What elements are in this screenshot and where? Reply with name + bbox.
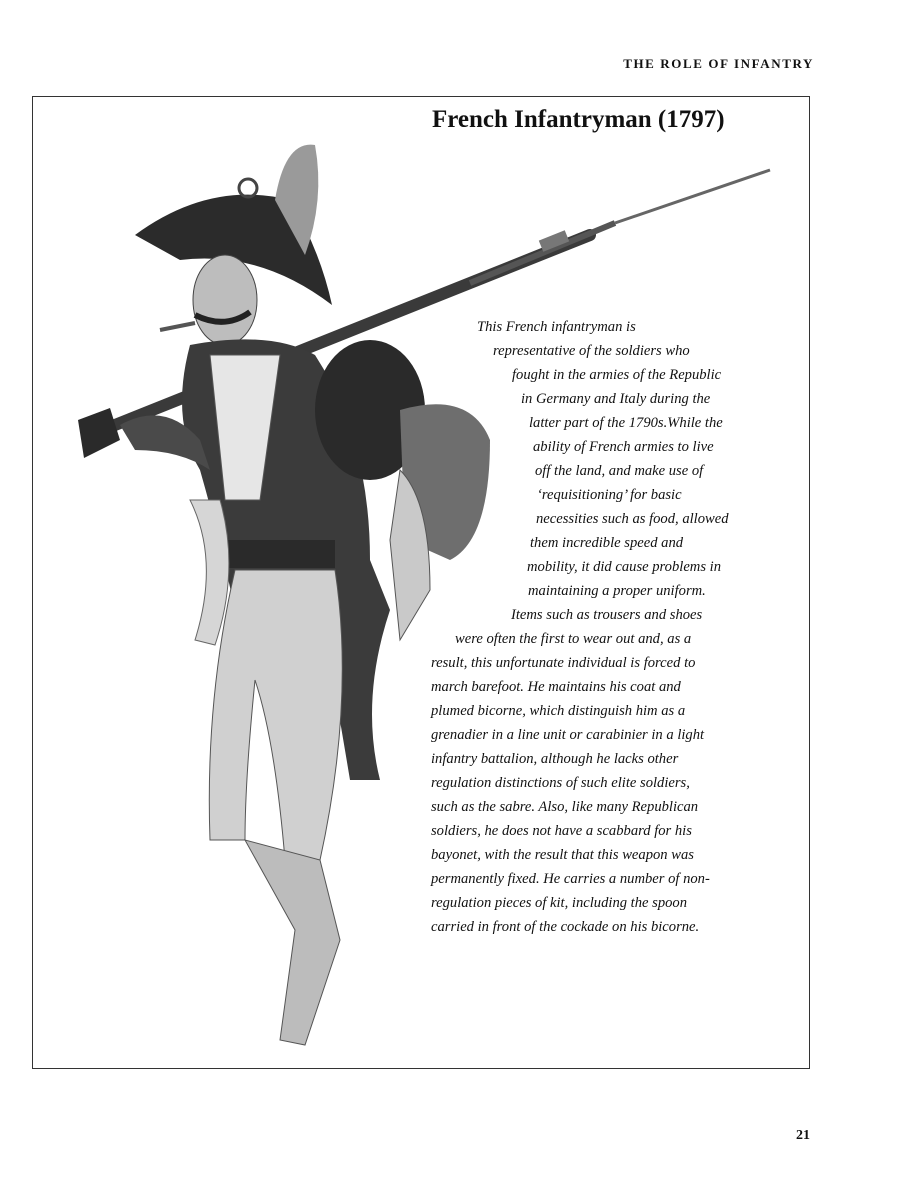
caption-line: representative of the soldiers who bbox=[493, 343, 690, 359]
caption-line: ability of French armies to live bbox=[533, 439, 714, 455]
caption-line: infantry battalion, although he lacks other bbox=[431, 751, 679, 767]
caption-line: carried in front of the cockade on his bicorne. bbox=[431, 919, 700, 935]
caption-line: permanently fixed. He carries a number of non- bbox=[431, 871, 710, 887]
caption-line: off the land, and make use of bbox=[535, 463, 704, 479]
caption-line: grenadier in a line unit or carabinier in a light bbox=[431, 727, 705, 743]
caption-line: fought in the armies of the Republic bbox=[512, 367, 722, 383]
head-illustration bbox=[193, 255, 257, 345]
caption-line: mobility, it did cause problems in bbox=[527, 559, 722, 575]
caption-line: them incredible speed and bbox=[530, 535, 684, 551]
caption-line: march barefoot. He maintains his coat and bbox=[431, 679, 681, 695]
caption-line: regulation pieces of kit, including the spoon bbox=[431, 895, 688, 911]
caption-line: maintaining a proper uniform. bbox=[528, 583, 706, 599]
caption-line: plumed bicorne, which distinguish him as a bbox=[431, 703, 686, 719]
caption-line: necessities such as food, allowed bbox=[536, 511, 729, 527]
plate-title: French Infantryman (1797) bbox=[432, 106, 725, 133]
page-number: 21 bbox=[796, 1128, 810, 1143]
caption-line: such as the sabre. Also, like many Republican bbox=[431, 799, 699, 815]
caption-line: result, this unfortunate individual is forced to bbox=[431, 655, 696, 671]
caption-line: in Germany and Italy during the bbox=[521, 391, 711, 407]
caption-line: ‘requisitioning’ for basic bbox=[537, 487, 682, 503]
caption-line: latter part of the 1790s.While the bbox=[529, 415, 723, 431]
caption-line: Items such as trousers and shoes bbox=[511, 607, 703, 623]
caption-line: This French infantryman is bbox=[477, 319, 636, 335]
running-head: THE ROLE OF INFANTRY bbox=[623, 56, 814, 71]
caption-line: regulation distinctions of such elite soldiers, bbox=[431, 775, 690, 791]
caption-line: were often the first to wear out and, as a bbox=[455, 631, 692, 647]
caption-line: soldiers, he does not have a scabbard for his bbox=[431, 823, 692, 839]
caption-line: bayonet, with the result that this weapon was bbox=[431, 847, 694, 863]
